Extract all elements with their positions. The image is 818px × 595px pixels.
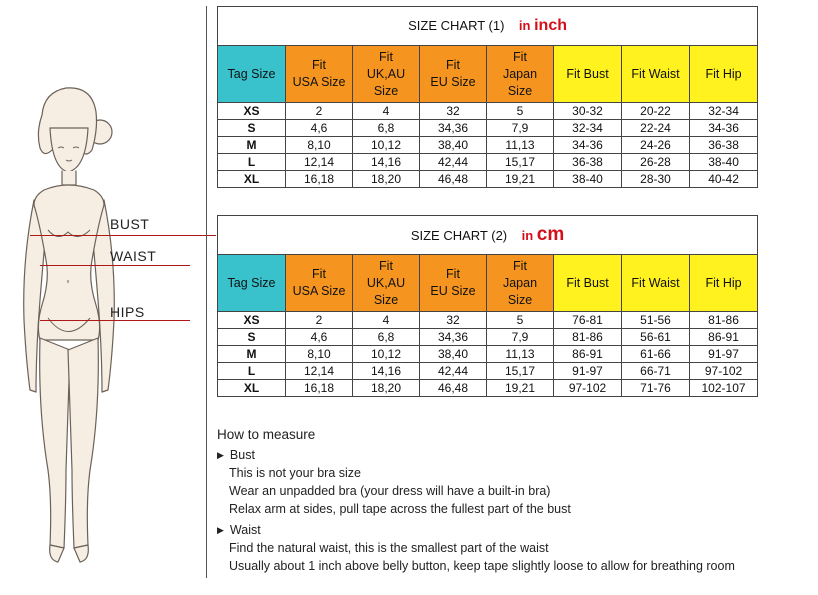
column-header [420, 46, 487, 103]
table-cell: 22-24 [622, 120, 690, 137]
table-cell: 12,14 [286, 363, 353, 380]
table-cell: 32-34 [554, 120, 622, 137]
bust-heading: Bust [229, 448, 255, 462]
waist-instruction: Usually about 1 inch above belly button, keep tape slightly loose to allow for breathing room [229, 559, 735, 573]
column-header [554, 46, 622, 103]
table-cell: 26-28 [622, 154, 690, 171]
tag-size-cell: M [218, 137, 286, 154]
tag-size-cell: M [218, 346, 286, 363]
table-cell: 11,13 [487, 346, 554, 363]
waist-guide-line [40, 265, 190, 266]
table-cell: 7,9 [487, 120, 554, 137]
table-cell: 86-91 [690, 329, 758, 346]
column-header-text: Fit [379, 258, 393, 273]
column-header-text: Fit Bust [566, 275, 609, 290]
table-cell: 34-36 [690, 120, 758, 137]
table-cell: 38-40 [554, 171, 622, 188]
table-cell: 19,21 [487, 380, 554, 397]
table-cell: 32 [420, 103, 487, 120]
column-header-text: USA Size [292, 75, 346, 89]
table-cell: 2 [286, 103, 353, 120]
table-cell: 81-86 [690, 312, 758, 329]
table-cell: 97-102 [690, 363, 758, 380]
column-header [622, 255, 690, 312]
tag-size-cell: S [218, 329, 286, 346]
column-header-text: Fit [379, 49, 393, 64]
table-row [218, 380, 758, 397]
table-row [218, 346, 758, 363]
chart-title-in: in [521, 227, 534, 243]
table-cell: 18,20 [353, 380, 420, 397]
table-cell: 19,21 [487, 171, 554, 188]
waist-section-label [217, 521, 735, 539]
table-cell: 28-30 [622, 171, 690, 188]
table-row [218, 363, 758, 380]
table-row [218, 154, 758, 171]
column-header-text: Fit [446, 267, 460, 281]
column-header-text: UK,AU [366, 66, 406, 81]
table-cell: 16,18 [286, 380, 353, 397]
table-cell: 4 [353, 103, 420, 120]
table-cell: 5 [487, 312, 554, 329]
table-cell: 10,12 [353, 346, 420, 363]
column-header [554, 255, 622, 312]
body-figure-illustration [0, 0, 205, 590]
bust-guide-line [30, 235, 216, 236]
tag-size-cell: XS [218, 312, 286, 329]
column-header-text: UK,AU [366, 275, 406, 290]
table-cell: 61-66 [622, 346, 690, 363]
tag-size-cell: L [218, 154, 286, 171]
table-row [218, 120, 758, 137]
chart-unit-label: cm [536, 223, 565, 245]
table-cell: 2 [286, 312, 353, 329]
column-header-text: Fit Waist [631, 66, 680, 81]
bust-instruction: This is not your bra size [229, 466, 361, 480]
table-cell: 5 [487, 103, 554, 120]
table-cell: 42,44 [420, 154, 487, 171]
table-cell: 46,48 [420, 171, 487, 188]
size-chart-cm [217, 215, 758, 397]
column-header [690, 255, 758, 312]
table-cell: 38-40 [690, 154, 758, 171]
table-row [218, 312, 758, 329]
column-header [487, 255, 554, 312]
column-header [286, 255, 353, 312]
table-cell: 56-61 [622, 329, 690, 346]
hips-label: HIPS [110, 304, 145, 320]
hips-guide-line [40, 320, 190, 321]
column-header [487, 46, 554, 103]
table-cell: 32 [420, 312, 487, 329]
column-header-text: Tag Size [227, 275, 276, 290]
female-figure-icon [0, 0, 205, 590]
column-header-text: Japan [502, 66, 538, 81]
chart-unit-label: inch [534, 17, 567, 34]
column-header [690, 46, 758, 103]
column-header [353, 46, 420, 103]
column-header-text: Fit Waist [631, 275, 680, 290]
table-cell: 34,36 [420, 120, 487, 137]
table-cell: 12,14 [286, 154, 353, 171]
size-chart-inch [217, 6, 758, 188]
table-cell: 4,6 [286, 329, 353, 346]
table-cell: 15,17 [487, 363, 554, 380]
tag-size-cell: S [218, 120, 286, 137]
column-header-text: Fit [513, 49, 527, 64]
table-cell: 10,12 [353, 137, 420, 154]
table-cell: 15,17 [487, 154, 554, 171]
table-cell: 91-97 [554, 363, 622, 380]
column-header-text: Fit [312, 58, 326, 72]
column-header [218, 255, 286, 312]
table-cell: 40-42 [690, 171, 758, 188]
column-header-text: Size [507, 83, 533, 98]
table-row [218, 171, 758, 188]
bust-instruction: Relax arm at sides, pull tape across the fullest part of the bust [229, 502, 571, 516]
table-cell: 16,18 [286, 171, 353, 188]
table-cell: 102-107 [690, 380, 758, 397]
column-header-text: EU Size [430, 75, 476, 89]
chart-title-text: SIZE CHART (1) [408, 18, 505, 33]
table-cell: 24-26 [622, 137, 690, 154]
column-header [286, 46, 353, 103]
waist-label: WAIST [110, 248, 157, 264]
table-cell: 20-22 [622, 103, 690, 120]
tag-size-cell: XL [218, 171, 286, 188]
bust-section-label [217, 446, 735, 464]
header-row [218, 46, 758, 103]
table-cell: 38,40 [420, 346, 487, 363]
table-cell: 32-34 [690, 103, 758, 120]
column-header-text: Size [373, 83, 399, 98]
table-row [218, 103, 758, 120]
table-cell: 71-76 [622, 380, 690, 397]
table-cell: 18,20 [353, 171, 420, 188]
tag-size-cell: XS [218, 103, 286, 120]
chart-title [218, 7, 758, 46]
column-header-text: Fit Hip [705, 66, 742, 81]
column-header [420, 255, 487, 312]
how-to-measure-heading: How to measure [217, 427, 316, 442]
table-cell: 8,10 [286, 346, 353, 363]
chart-title-in: in [518, 18, 531, 33]
table-cell: 6,8 [353, 329, 420, 346]
table-cell: 81-86 [554, 329, 622, 346]
table-cell: 66-71 [622, 363, 690, 380]
tag-size-cell: XL [218, 380, 286, 397]
table-cell: 7,9 [487, 329, 554, 346]
waist-heading: Waist [229, 523, 261, 537]
table-cell: 14,16 [353, 154, 420, 171]
column-header-text: Japan [502, 275, 538, 290]
table-cell: 36-38 [690, 137, 758, 154]
column-header-text: Size [507, 292, 533, 307]
bullet-triangle-icon: ▶ [217, 450, 224, 460]
table-cell: 36-38 [554, 154, 622, 171]
column-header-text: Fit [513, 258, 527, 273]
table-cell: 51-56 [622, 312, 690, 329]
bust-instruction: Wear an unpadded bra (your dress will have a built-in bra) [229, 484, 551, 498]
table-cell: 4 [353, 312, 420, 329]
bust-label: BUST [110, 216, 150, 232]
table-cell: 76-81 [554, 312, 622, 329]
column-header-text: Fit Bust [566, 66, 609, 81]
chart-title-text: SIZE CHART (2) [410, 227, 508, 243]
bullet-triangle-icon: ▶ [217, 525, 224, 535]
tag-size-cell: L [218, 363, 286, 380]
table-row [218, 329, 758, 346]
column-header [353, 255, 420, 312]
table-cell: 6,8 [353, 120, 420, 137]
table-cell: 46,48 [420, 380, 487, 397]
table-cell: 34,36 [420, 329, 487, 346]
column-header-text: Fit Hip [705, 275, 742, 290]
table-cell: 91-97 [690, 346, 758, 363]
table-cell: 11,13 [487, 137, 554, 154]
header-row [218, 255, 758, 312]
column-header-text: USA Size [292, 284, 346, 298]
table-cell: 30-32 [554, 103, 622, 120]
column-header-text: Size [373, 292, 399, 307]
column-header [622, 46, 690, 103]
chart-title [218, 216, 758, 255]
table-cell: 42,44 [420, 363, 487, 380]
table-cell: 97-102 [554, 380, 622, 397]
table-cell: 34-36 [554, 137, 622, 154]
table-cell: 8,10 [286, 137, 353, 154]
column-header-text: Fit [312, 267, 326, 281]
divider-line [206, 6, 207, 578]
waist-instruction: Find the natural waist, this is the smallest part of the waist [229, 541, 549, 555]
how-to-measure-section [217, 426, 735, 575]
column-header [218, 46, 286, 103]
column-header-text: Tag Size [227, 66, 276, 81]
table-cell: 4,6 [286, 120, 353, 137]
table-cell: 38,40 [420, 137, 487, 154]
table-cell: 86-91 [554, 346, 622, 363]
column-header-text: Fit [446, 58, 460, 72]
table-cell: 14,16 [353, 363, 420, 380]
column-header-text: EU Size [430, 284, 476, 298]
table-row [218, 137, 758, 154]
